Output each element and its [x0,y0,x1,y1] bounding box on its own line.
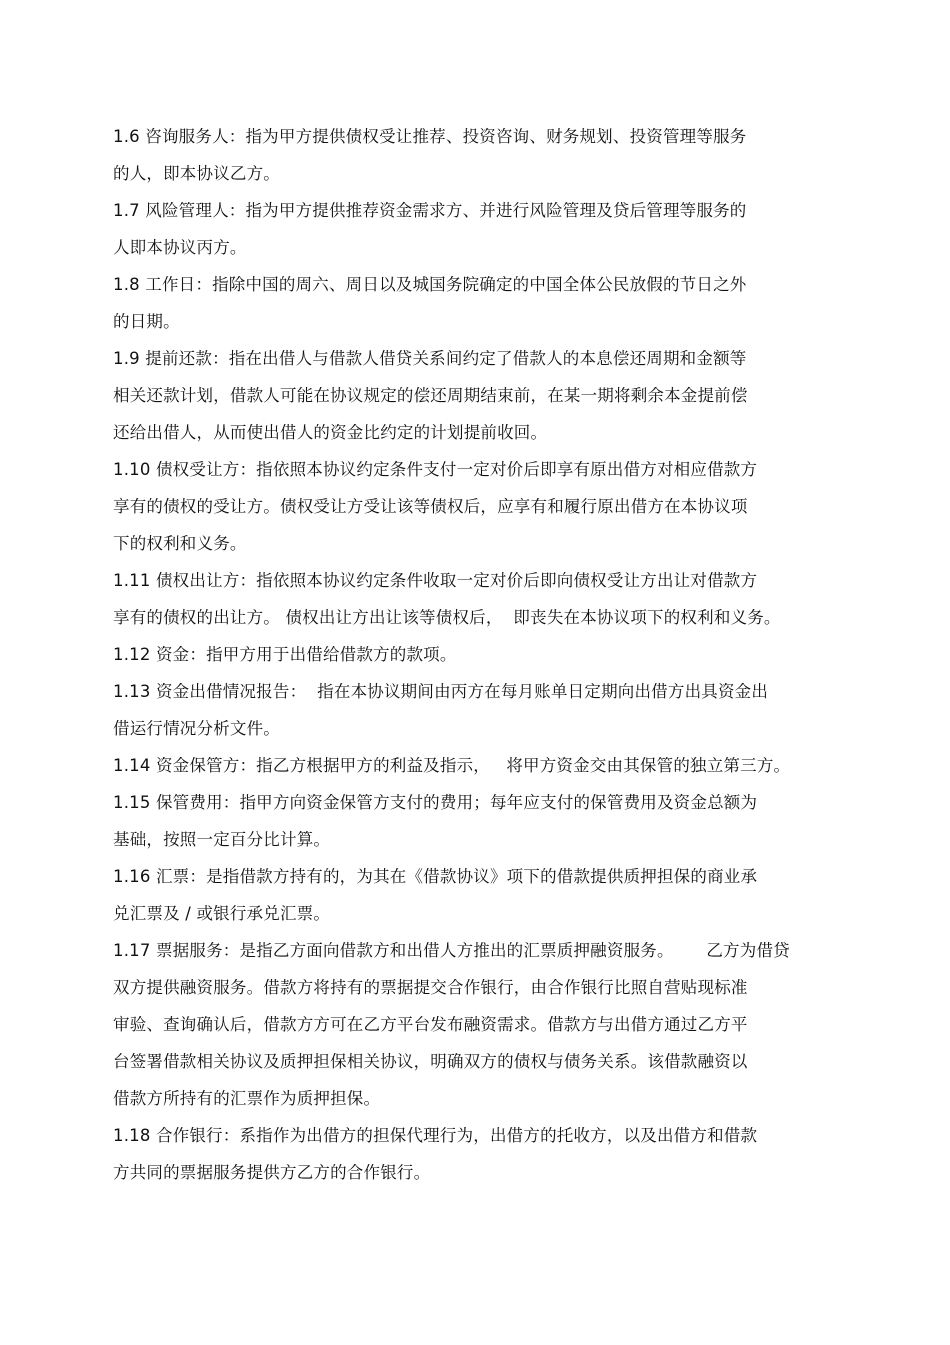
text-line: 1.7 风险管理人：指为甲方提供推荐资金需求方、并进行风险管理及贷后管理等服务的 [113,201,747,220]
text-line: 享有的债权的受让方。债权受让方受让该等债权后，应享有和履行原出借方在本协议项 [113,497,748,516]
text-line: 1.12 资金：指甲方用于出借给借款方的款项。 [113,645,457,664]
text-line: 1.11 债权出让方：指依照本协议约定条件收取一定对价后即向债权受让方出让对借款方 [113,571,758,590]
text-line: 台签署借款相关协议及质押担保相关协议，明确双方的债权与债务关系。该借款融资以 [113,1052,748,1071]
text-line: 兑汇票及 / 或银行承兑汇票。 [113,904,331,923]
document-body [113,118,843,1191]
text-line: 借款方所持有的汇票作为质押担保。 [113,1089,381,1108]
text-line: 1.10 债权受让方：指依照本协议约定条件支付一定对价后即享有原出借方对相应借款方 [113,460,758,479]
text-line: 方共同的票据服务提供方乙方的合作银行。 [113,1163,431,1182]
text-line: 基础，按照一定百分比计算。 [113,830,331,849]
text-line: 的日期。 [113,312,180,331]
text-line: 双方提供融资服务。借款方将持有的票据提交合作银行，由合作银行比照自营贴现标准 [113,978,748,997]
text-line: 享有的债权的出让方。 债权出让方出让该等债权后， 即丧失在本协议项下的权利和义务。 [113,608,781,627]
text-line: 人即本协议丙方。 [113,238,247,257]
text-line: 下的权利和义务。 [113,534,247,553]
text-line: 1.6 咨询服务人：指为甲方提供债权受让推荐、投资咨询、财务规划、投资管理等服务 [113,127,747,146]
text-line: 1.8 工作日：指除中国的周六、周日以及城国务院确定的中国全体公民放假的节日之外 [113,275,747,294]
text-line: 审验、查询确认后，借款方方可在乙方平台发布融资需求。借款方与出借方通过乙方平 [113,1015,748,1034]
text-line: 1.16 汇票：是指借款方持有的，为其在《借款协议》项下的借款提供质押担保的商业承 [113,867,758,886]
text-line: 1.17 票据服务：是指乙方面向借款方和出借人方推出的汇票质押融资服务。 乙方为借贷 [113,941,790,960]
text-line: 借运行情况分析文件。 [113,719,280,738]
text-line: 1.18 合作银行：系指作为出借方的担保代理行为，出借方的托收方，以及出借方和借款 [113,1126,758,1145]
text-line: 的人，即本协议乙方。 [113,164,280,183]
text-line: 还给出借人，从而使出借人的资金比约定的计划提前收回。 [113,423,548,442]
text-line: 1.9 提前还款：指在出借人与借款人借贷关系间约定了借款人的本息偿还周期和金额等 [113,349,747,368]
text-line: 1.13 资金出借情况报告： 指在本协议期间由丙方在每月账单日定期向出借方出具资金出 [113,682,769,701]
text-line: 1.15 保管费用：指甲方向资金保管方支付的费用；每年应支付的保管费用及资金总额为 [113,793,758,812]
text-line: 相关还款计划，借款人可能在协议规定的偿还周期结束前，在某一期将剩余本金提前偿 [113,386,748,405]
text-line: 1.14 资金保管方：指乙方根据甲方的利益及指示， 将甲方资金交由其保管的独立第三方。 [113,756,791,775]
